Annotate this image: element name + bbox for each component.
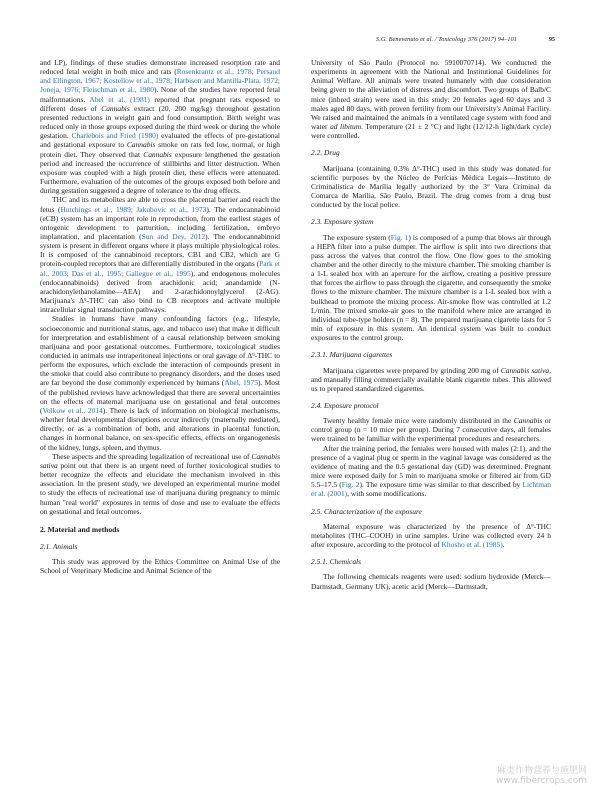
italic-term: ad libitum: [330, 122, 362, 132]
citation-link[interactable]: Charlebois and Fried (1980): [71, 131, 159, 141]
citation-link[interactable]: Khosho et al. (1985): [441, 540, 503, 550]
italic-term: Cannabis: [143, 149, 172, 159]
section-heading: 2. Material and methods: [40, 524, 120, 534]
watermark: [496, 766, 587, 786]
subsection-heading: 2.5.1. Chemicals: [311, 557, 361, 567]
left-column: [40, 58, 280, 575]
running-header: [0, 36, 595, 48]
citation-link[interactable]: Sun and Dey, 2012: [141, 231, 206, 241]
paragraph: University of São Paulo (Protocol no. 5910070714). We conducted the experiments in agreement with the National and Institutional Guidelines for Animal Welfare. All animals were treated humanely with due consideration being given to the alleviation of distress and discomfort. Two groups of Balb/C mice (inbred strain) were used in this study: 20 females aged 60 days and 3 males aged 80 days, with proven fertility from our University's Animal Facility. We raised and maintained the animals in a ventilated cage system with food and water ad libitum. Temperature (21 ± 2 °C) and light (12/12-h light/dark cycle) were controlled.: [311, 58, 551, 141]
italic-term: Cannabis: [101, 103, 130, 113]
italic-term: Cannabis sativa: [500, 365, 550, 375]
paragraph: Studies in humans have many confounding factors (e.g., lifestyle, socioeconomic and nutritional status, age, and tobacco use) that make it difficult for interpretation and establishment of a causal relationship between smoking marijuana and poor gestational outcomes. Furthermore, toxicological studies conducted in animals use intraperitoneal injections or oral gavage of Δ⁹-THC to perform the exposures, which exclude the interaction of compounds present in the smoke that could also contribute to pregnancy disorders, and the doses used are far beyond the dose commonly experienced by humans (Abel, 1975). Most of the published reviews have acknowledged that there are several uncertainties on the effects of maternal marijuana use on gestational and fetal outcomes (Volkow et al., 2014). There is lack of information on biological mechanisms, whether fetal developmental disruptions occur indirectly (maternally mediated), directly, or as a combination of both, and alterations in placental function, changes in hormonal balance, on sex-specific effects, effects on organogenesis of the kidney, lungs, spleen, and thymus.: [40, 314, 280, 452]
paragraph: The exposure system (Fig. 1) is composed of a pump that blows air through a HEPA filter into a pulse dumper. The airflow is split into two directions that pass across the valves that control the flow. One flow goes to the smoking chamber and the other directly to the mixture chamber. The smoking chamber is a 1-L sealed box with an aperture for the airflow, creating a positive pressure that forces the airflow to pass through the cigarette, and consequently the smoke flows to the mixture chamber. The mixture chamber is a 1-L sealed box with a bulkhead to promote the mixing process. Air-smoke flow was controlled at 1.2 L/min. The mixed smoke-air goes to the manifold where mice are arranged in individual tube-type holders (n = 8). The prepared marijuana cigarette lasts for 5 min of exposure in this system. An identical system was built to conduct exposures to the control group.: [311, 232, 551, 343]
paragraph: This study was approved by the Ethics Committee on Animal Use of the School of Veterinary Medicine and Animal Science of the: [40, 557, 280, 576]
subsection-heading: 2.1. Animals: [40, 541, 78, 551]
paragraph: After the training period, the females were housed with males (2:1), and the presence of a vaginal plug or sperm in the vaginal lavage was considered as the evidence of mating and the 0.5 gestational day (GD) was determined. Pregnant mice were exposed daily for 5 min to marijuana smoke or filtered air from GD 5.5–17.5 (Fig. 2). The exposure time was similar to that described by Lichtman et al. (2001), with some modifications.: [311, 443, 552, 499]
citation-link[interactable]: Fig. 2: [341, 480, 360, 490]
paragraph: These aspects and the spreading legalization of recreational use of Cannabis sativa point out that there is an urgent need of further toxicological studies to better recognize the effects and elucidate the mechanism involved in this association. In the present study, we developed an experimental murine model to study the effects of recreational use of marijuana during pregnancy to mimic human "real world" exposures in terms of dose and use to evaluate the effects on gestational and fetal outcomes.: [40, 451, 280, 516]
subsection-heading: 2.3. Exposure system: [311, 217, 374, 227]
italic-term: Cannabis: [513, 416, 543, 426]
page-number: 95: [548, 36, 555, 43]
running-title: S.G. Benevenuto et al. / Toxicology 376 (2017) 94–101: [376, 36, 517, 43]
paragraph: Marijuana (containing 0.3% Δ⁹-THC) used in this study was donated for scientific purposes by the Núcleo de Perícias Médica Legais—Instituto de Criminalística de Marília legally authorized by the 3° Vara Criminal da Comarca de Marília, São Paulo, Brazil. The drug comes from a drug bust conducted by the local police.: [311, 163, 551, 210]
subsection-heading: 2.2. Drug: [311, 148, 340, 158]
citation-link[interactable]: Hutchings et al., 1989; Jakubovic et al., 1973: [60, 204, 207, 214]
paragraph: Marijuana cigarettes were prepared by grinding 200 mg of Cannabis sativa, and manually filling commercially available blank cigarette tubes. This allowed us to prepared standardized cigarettes.: [311, 365, 551, 393]
italic-term: Cannabis sativa: [40, 451, 280, 470]
paragraph: The following chemicals reagents were used: sodium hydroxide (Merck—Darmstadt, Germany UK), acetic acid (Merck—Darmstadt,: [311, 572, 551, 591]
citation-link[interactable]: Volkow et al., 2014: [42, 405, 103, 415]
citation-link[interactable]: Park et al., 2003; Das et al., 1995; Galiegue et al., 1995: [40, 259, 280, 278]
citation-link[interactable]: Abel et al. (1981): [89, 94, 150, 104]
watermark-line: 麻类作物营养与施肥网: [496, 766, 587, 776]
paragraph: Maternal exposure was characterized by the presence of Δ⁹-THC metabolites (THC–COOH) in urine samples. Urine was collected every 24 h after exposure, according to the protocol of Khosho et al. (1985).: [311, 521, 551, 550]
citation-link[interactable]: Abel, 1975: [224, 378, 258, 388]
subsection-heading: 2.3.1. Marijuana cigarettes: [311, 350, 393, 360]
paragraph: Twenty healthy female mice were randomly distributed in the Cannabis or control group (n = 10 mice per group). During 7 consecutive days, all females were trained to be familiar with the experimental procedures and researchers.: [311, 416, 551, 444]
italic-term: Cannabis: [126, 140, 156, 150]
citation-link[interactable]: Fig. 1: [390, 232, 409, 242]
subsection-heading: 2.4. Exposure protocol: [311, 401, 379, 410]
citation-link[interactable]: Lichtman et al. (2001): [311, 480, 552, 499]
right-column: [311, 58, 551, 591]
paragraph: THC and its metabolites are able to cross the placental barrier and reach the fetus (Hutchings et al., 1989; Jakubovic et al., 1973). The endocannabinoid (eCB) system has an important role in reproduction, from the earliest stages of ontogenic development to parturition, including fertilization, embryo implantation, and placentation (Sun and Dey, 2012). The endocannabinoid system is present in different organs where it plays multiple physiological roles. It is composed of the cannabinoid receptors, CB1 and CB2, which are G protein-coupled receptors that are differentially distributed in the organs (Park et al., 2003; Das et al., 1995; Galiegue et al., 1995), and endogenous molecules (endocannabinoids) derived from arachidonic acid; anandamide (N-arachidonylethanolamine—AEA) and 2-arachidonoylglycerol (2-AG). Marijuana's Δ⁹-THC can also bind to CB receptors and activate multiple intracellular signal transduction pathways.: [40, 195, 280, 315]
subsection-heading: 2.5. Characterization of the exposure: [311, 506, 422, 516]
paragraph: and LP), findings of these studies demonstrate increased resorption rate and reduced fetal weight in both mice and rats (Rosenkrantz et al., 1978; Persaud and Ellington, 1967; Kostellow et al., 1978; Harbison and Mantilla-Plata, 1972; Joneja, 1976; Fleischman et al., 1980). None of the studies have reported fetal malformations. Abel et al. (1981) reported that pregnant rats exposed to different doses of Cannabis extract (20, 200 mg/kg) throughout gestation presented reductions in weight gain and food consumption. Birth weight was reduced only in those groups exposed during the third week or during the whole gestation. Charlebois and Fried (1980) evaluated the effects of pre-gestational and gestational exposure to Cannabis smoke on rats fed low, normal, or high protein diet. They observed that Cannabis exposure lengthened the gestation period and increased the occurrence of stillbirths and litter destruction. When exposure was coupled with a high protein diet, these effects were attenuated. Furthermore, evaluation of the outcomes of the groups exposed both before and during gestation suggested a degree of tolerance to the drug effects.: [40, 58, 281, 196]
watermark-line: www.fibercrops.com: [496, 776, 587, 786]
citation-link[interactable]: Rosenkrantz et al., 1978; Persaud and Ellington, 1967; Kostellow et al., 1978; Harbison and Mantilla-Plata, 1972; Joneja, 1976; Fleischman et al., 1980: [40, 67, 280, 95]
